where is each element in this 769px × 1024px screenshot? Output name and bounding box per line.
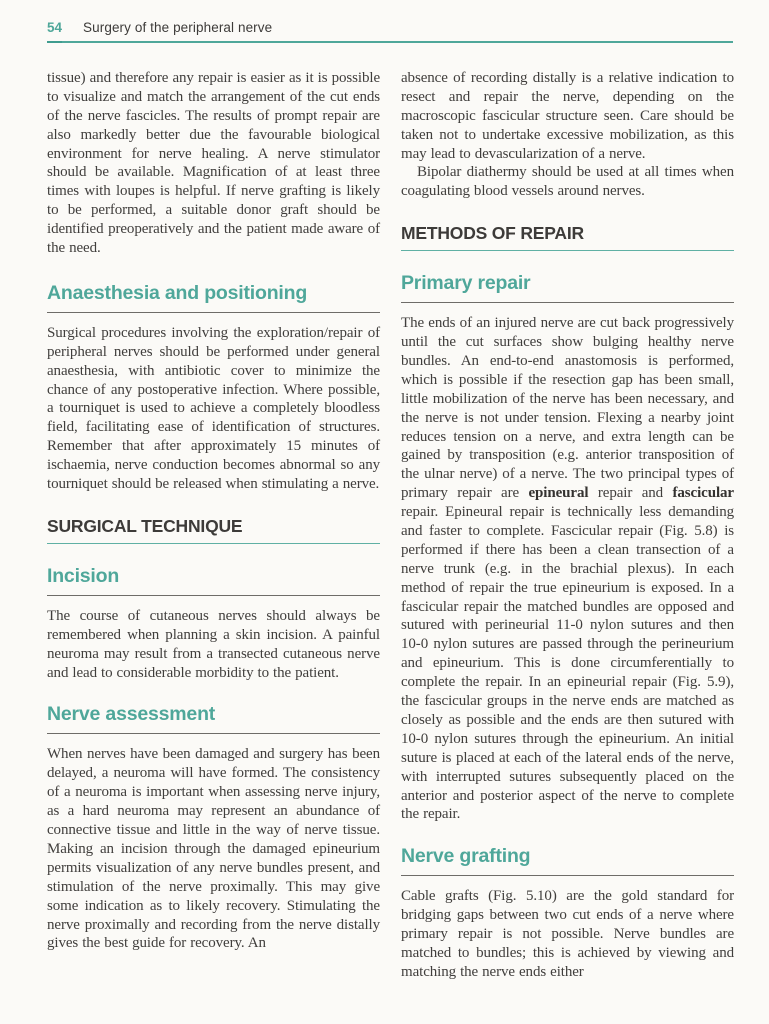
heading-methods-of-repair: METHODS OF REPAIR bbox=[401, 223, 734, 251]
left-column bbox=[47, 69, 380, 982]
bipolar-diathermy-paragraph: Bipolar diathermy should be used at all times when coagulating blood vessels around nerves. bbox=[401, 164, 734, 200]
running-head bbox=[47, 20, 733, 43]
bold-term-fascicular: fascicular bbox=[672, 485, 734, 502]
heading-surgical-technique: SURGICAL TECHNIQUE bbox=[47, 516, 380, 544]
nerve-grafting-paragraph: Cable grafts (Fig. 5.10) are the gold standard for bridging gaps between two cut ends of a nerve where primary repair is not possible. Nerve bundles are matched to bundles; this is achieved by viewing and matching the nerve ends either bbox=[401, 888, 734, 980]
heading-primary-repair: Primary repair bbox=[401, 272, 734, 303]
anaesthesia-paragraph: Surgical procedures involving the exploration/repair of peripheral nerves should be performed under general anaesthesia, with antibiotic cover to minimize the chance of any postoperative infection. Where possible, a tourniquet is used to achieve a completely bloodless field, facilitating ease of identification of structures. Remember that after approximately 15 minutes of ischaemia, nerve conduction becomes abnormal so any tourniquet should be released when stimulating a nerve. bbox=[47, 324, 380, 493]
assessment-continuation-paragraph: absence of recording distally is a relative indication to resect and repair the nerve, depending on the macroscopic fascicular structure seen. Care should be taken not to undertake excessive mobilization, as this may lead to devascularization of a nerve. bbox=[401, 70, 734, 162]
bold-term-epineural: epineural bbox=[528, 485, 589, 502]
primary-repair-paragraph bbox=[401, 314, 734, 824]
page-number: 54 bbox=[47, 20, 62, 43]
heading-nerve-grafting: Nerve grafting bbox=[401, 845, 734, 876]
intro-continuation-paragraph: tissue) and therefore any repair is easier as it is possible to visualize and match the arrangement of the cut ends of the nerve fascicles. The results of prompt repair are also markedly better due the favourable biological environment for nerve healing. A nerve stimulator should be available. Magnification of at least three times with loupes is helpful. If nerve grafting is likely to be performed, a suitable donor graft should be identified preoperatively and the patient made aware of the need. bbox=[47, 70, 380, 257]
incision-paragraph: The course of cutaneous nerves should always be remembered when planning a skin incision. A painful neuroma may result from a transected cutaneous nerve and lead to considerable morbidity to the patient. bbox=[47, 607, 380, 681]
primary-repair-text-start: The ends of an injured nerve are cut back progressively until the cut surfaces show bulging healthy nerve bundles. An end-to-end anastomosis is performed, which is possible if the resection gap has been small, little mobilization of the nerve has been necessary, and the nerve is not under tension. Flexing a nearby joint reduces tension on a nerve, and extra length can be gained by transposition (e.g. anterior transposition of the ulnar nerve) of a nerve. The two principal types of primary repair are bbox=[401, 315, 734, 502]
two-column-layout bbox=[47, 69, 733, 982]
primary-repair-text-middle: repair and bbox=[588, 485, 673, 502]
primary-repair-text-end: repair. Epineural repair is technically less demanding and faster to complete. Fascicular repair (Fig. 5.8) is performed if there has been a clean transection of a nerve trunk (e.g. in the brachial plexus). In each method of repair the true epineurium is exposed. In a fascicular repair the matched bundles are opposed and sutured with perineurial 11-0 nylon sutures and then 10-0 nylon sutures are passed through the perineurium and epineurium. This is done circumferentially to complete the repair. In an epineurial repair (Fig. 5.9), the fascicular groups in the nerve ends are matched as closely as possible and the ends are then sutured with 10-0 nylon sutures through the epineurium. An initial suture is placed at each of the lateral ends of the nerve, with interrupted sutures subsequently placed on the anterior and posterior aspect of the nerve to complete the repair. bbox=[401, 504, 734, 823]
running-title: Surgery of the peripheral nerve bbox=[83, 20, 273, 35]
heading-anaesthesia-and-positioning: Anaesthesia and positioning bbox=[47, 282, 380, 313]
heading-nerve-assessment: Nerve assessment bbox=[47, 703, 380, 734]
nerve-assessment-paragraph: When nerves have been damaged and surgery has been delayed, a neuroma will have formed. The consistency of a neuroma is important when assessing nerve injury, as a hard neuroma may represent an abundance of connective tissue and little in the way of nerve tissue. Making an incision through the damaged epineurium permits visualization of any nerve bundles present, and stimulation of the nerve proximally. This may give some indication as to likely recovery. Stimulating the nerve proximally and recording from the nerve distally gives the best guide for recovery. An bbox=[47, 746, 380, 952]
heading-incision: Incision bbox=[47, 565, 380, 596]
right-column bbox=[401, 69, 734, 982]
